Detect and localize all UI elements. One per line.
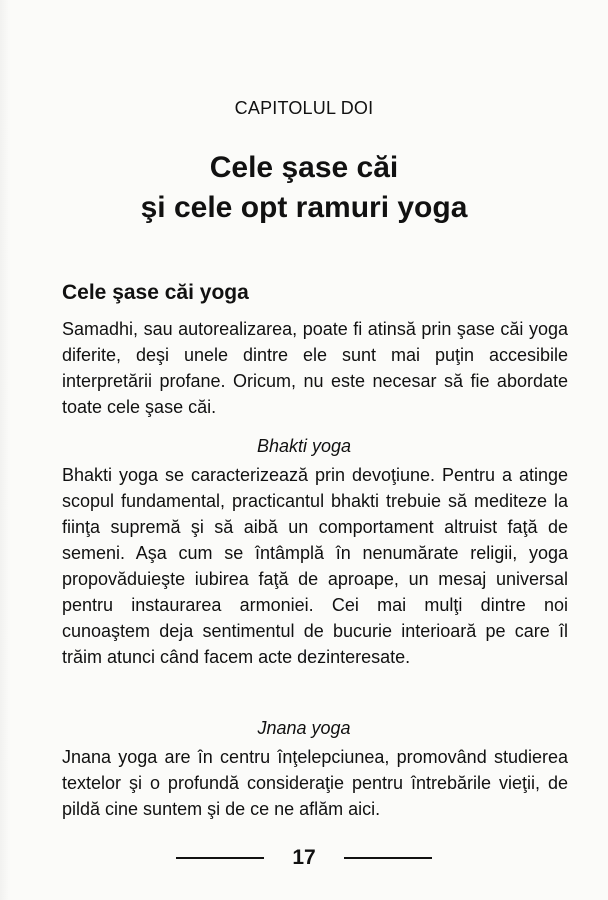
jnana-paragraph-block xyxy=(62,744,568,822)
jnana-paragraph: Jnana yoga are în centru înţelepciunea, promovând studierea textelor şi o profundă consideraţie pentru întrebările vieţii, de pildă cine suntem şi de ce ne aflăm aici. xyxy=(62,747,568,819)
bhakti-paragraph-block xyxy=(62,462,568,670)
section-heading: Cele şase căi yoga xyxy=(62,281,249,304)
footer-rule-left xyxy=(176,857,264,859)
chapter-title xyxy=(0,148,608,228)
intro-paragraph-block xyxy=(62,316,568,420)
chapter-title-line-1: Cele şase căi xyxy=(209,151,399,184)
chapter-title-line-2: şi cele opt ramuri yoga xyxy=(140,191,468,224)
chapter-label: CAPITOLUL DOI xyxy=(234,98,374,118)
bhakti-yoga-heading: Bhakti yoga xyxy=(256,436,352,456)
footer-rule-right xyxy=(344,857,432,859)
jnana-yoga-heading: Jnana yoga xyxy=(257,718,351,738)
intro-paragraph: Samadhi, sau autorealizarea, poate fi atinsă prin şase căi yoga diferite, deşi unele dintre ele sunt mai puţin accesibile interpretării profane. Oricum, nu este necesar să fie abordate toate cele şase căi. xyxy=(62,319,568,417)
page-number: 17 xyxy=(292,846,316,869)
page-footer xyxy=(0,846,608,870)
bhakti-paragraph: Bhakti yoga se caracterizează prin devoţiune. Pentru a atinge scopul fundamental, practicantul bhakti trebuie să mediteze la fiinţa supremă şi să aibă un comportament altruist faţă de semeni. Aşa cum se întâmplă în nenumărate religii, yoga propovăduieşte iubirea faţă de aproape, un mesaj universal pentru instaurarea armoniei. Cei mai mulţi dintre noi cunoaştem deja sentimentul de bucurie interioară pe care îl trăim atunci când facem acte dezinteresate. xyxy=(62,465,568,667)
